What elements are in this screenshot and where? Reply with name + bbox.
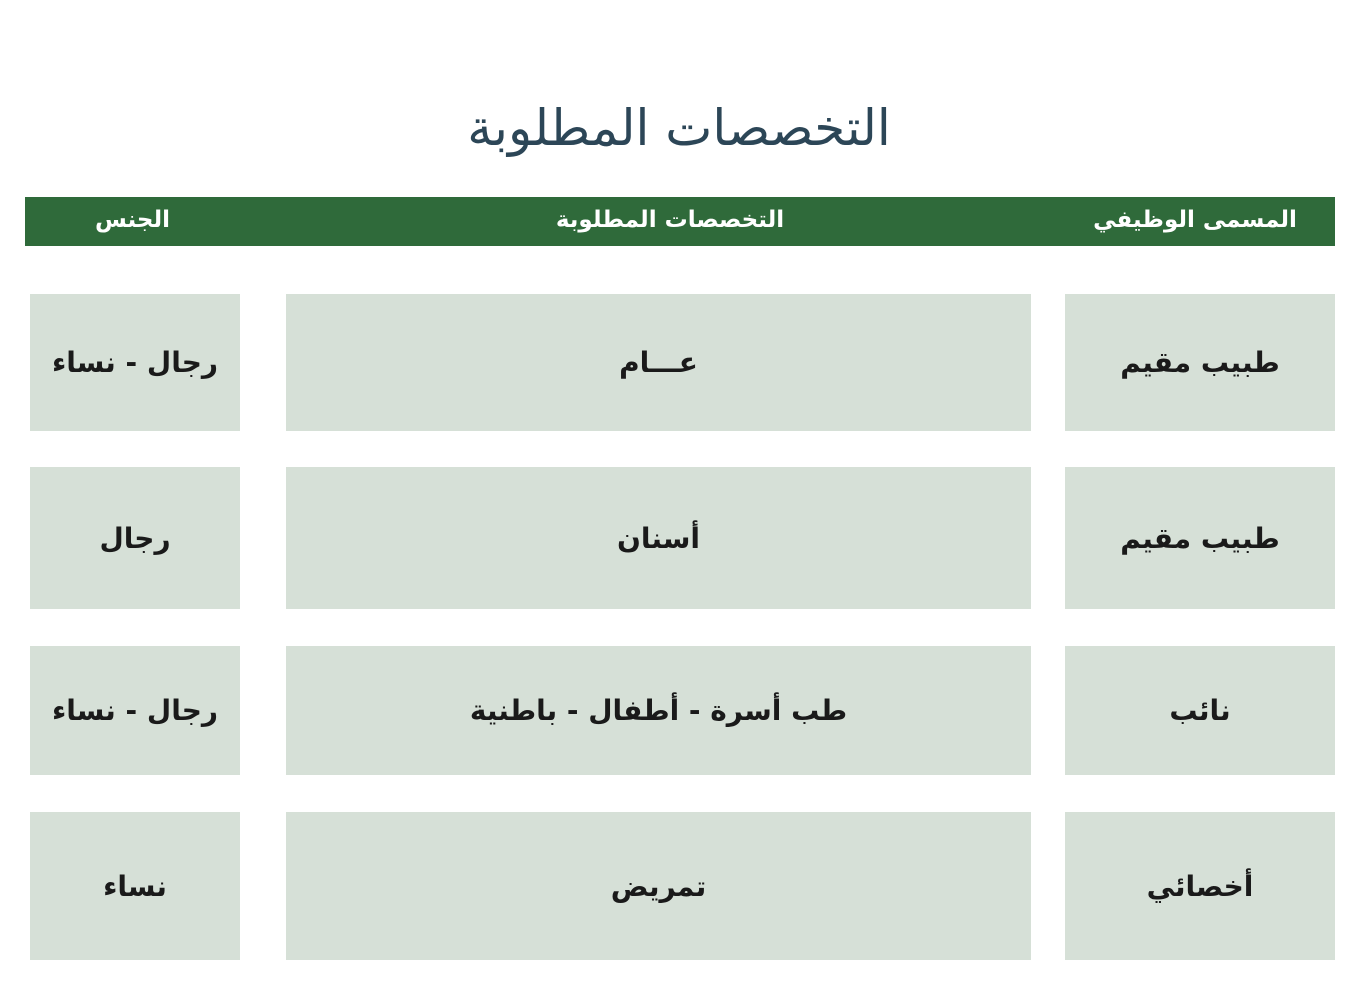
job-title-cell: نائب <box>1065 646 1335 775</box>
specialty-cell: تمريض <box>286 812 1031 960</box>
job-title-cell: طبيب مقيم <box>1065 294 1335 431</box>
gender-cell: رجال - نساء <box>30 294 240 431</box>
header-job-title: المسمى الوظيفي <box>1093 207 1297 233</box>
gender-cell: رجال - نساء <box>30 646 240 775</box>
job-title-cell: طبيب مقيم <box>1065 467 1335 609</box>
specialty-cell: عـــام <box>286 294 1031 431</box>
table-header <box>25 197 1335 246</box>
specialty-cell: طب أسرة - أطفال - باطنية <box>286 646 1031 775</box>
header-gender: الجنس <box>95 207 170 233</box>
gender-cell: رجال <box>30 467 240 609</box>
job-title-cell: أخصائي <box>1065 812 1335 960</box>
header-specialties: التخصصات المطلوبة <box>555 207 785 233</box>
gender-cell: نساء <box>30 812 240 960</box>
page-title: التخصصات المطلوبة <box>467 99 891 157</box>
specialty-cell: أسنان <box>286 467 1031 609</box>
